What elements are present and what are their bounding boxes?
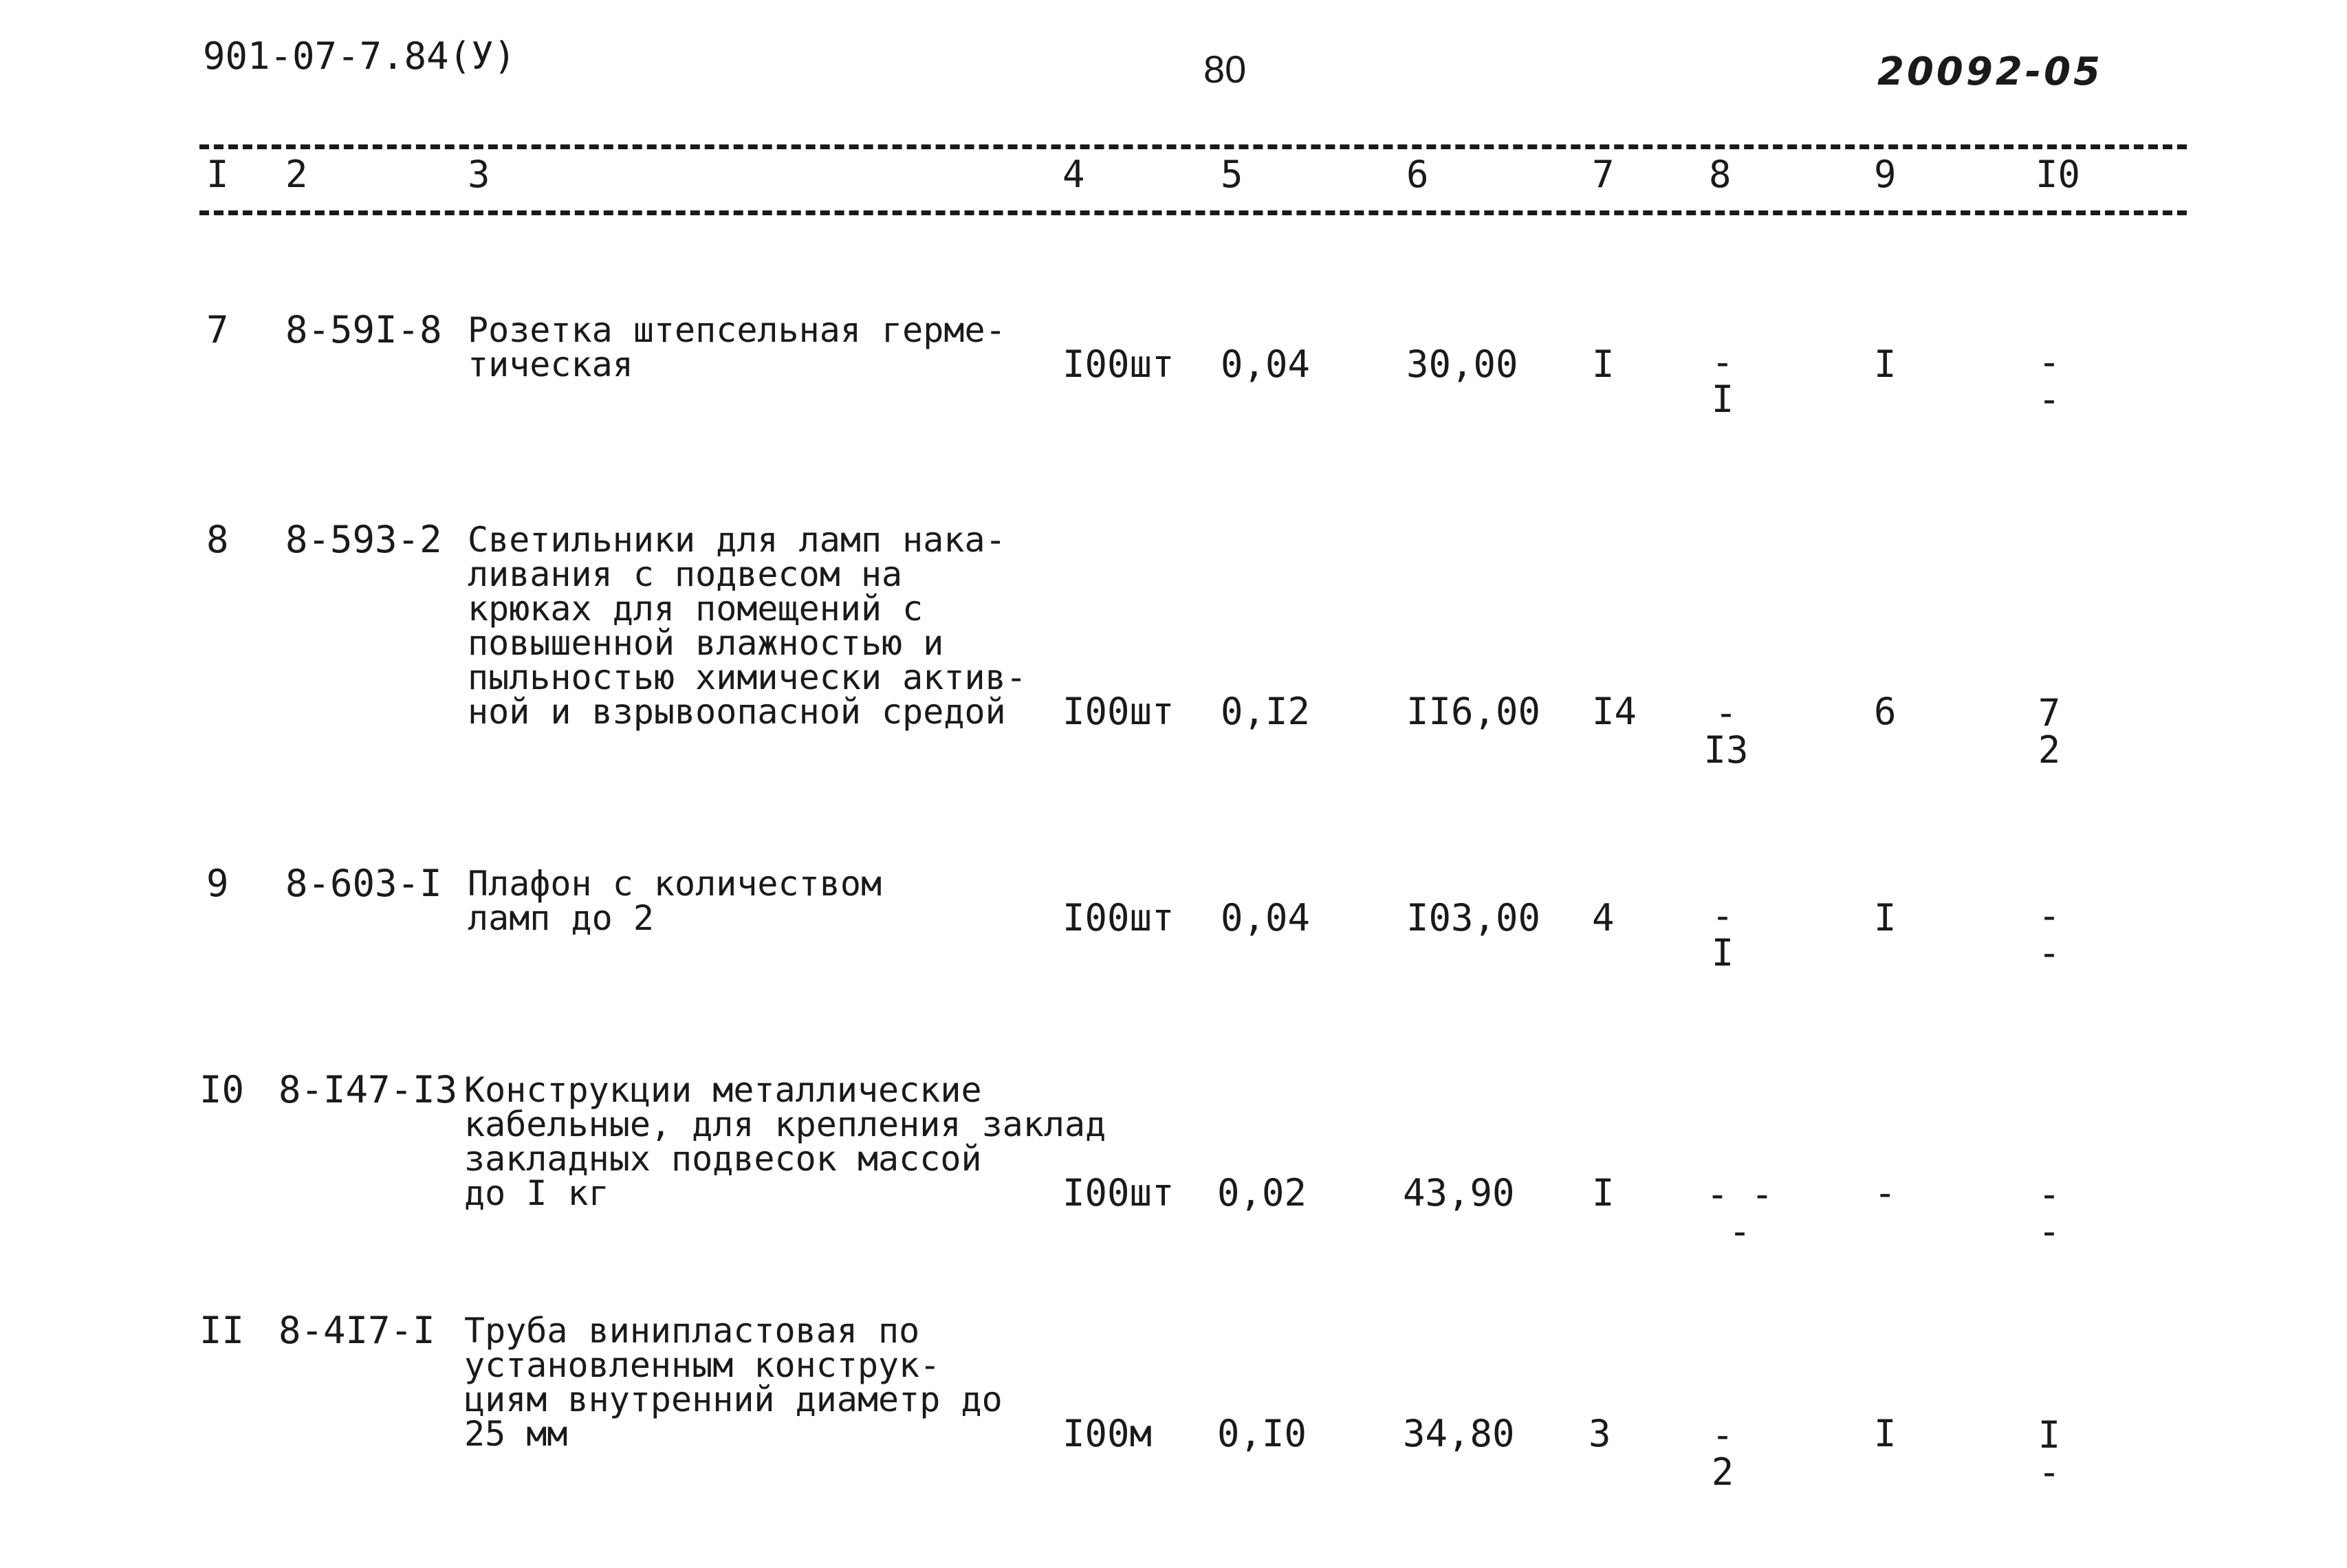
column-10-fraction — [2022, 691, 2077, 772]
fraction-bottom: - — [2038, 1210, 2061, 1253]
fraction-bottom: I — [1711, 378, 1734, 421]
column-9-value: I — [1874, 1412, 1897, 1455]
column-10-fraction — [2022, 894, 2077, 974]
unit-cost: I03,00 — [1406, 896, 1541, 939]
quantity: 0,04 — [1221, 342, 1311, 386]
column-7-value: I4 — [1592, 690, 1637, 733]
column-7-value: 3 — [1589, 1412, 1611, 1455]
norm-code: 8-593-2 — [285, 518, 442, 561]
norm-code: 8-I47-I3 — [279, 1068, 458, 1111]
fraction-top: - — [1711, 1413, 1734, 1457]
fraction-bottom: - — [2038, 378, 2061, 421]
unit: I00шт — [1062, 690, 1175, 733]
work-description: Розетка штепсельная герме- тическая — [468, 310, 1006, 384]
quantity: 0,I2 — [1221, 690, 1311, 733]
column-9-value: - — [1874, 1171, 1897, 1215]
norm-code: 8-59I-8 — [285, 308, 442, 351]
column-10-fraction — [2022, 1413, 2077, 1494]
column-9-value: I — [1874, 342, 1897, 386]
fraction-bottom: 2 — [2038, 728, 2061, 772]
norm-code: 8-603-I — [285, 862, 442, 905]
column-10-fraction — [2022, 1173, 2077, 1253]
fraction-bottom: - — [2038, 1450, 2061, 1494]
column-header-7: 7 — [1592, 153, 1615, 196]
column-10-fraction — [2022, 340, 2077, 421]
column-header-3: 3 — [468, 153, 490, 196]
row-number: 8 — [206, 518, 229, 561]
row-number: 7 — [206, 308, 229, 351]
document-code: 901-07-7.84(У) — [203, 34, 516, 78]
column-header-4: 4 — [1062, 153, 1085, 196]
column-header-10: I0 — [2035, 153, 2081, 196]
work-description: Плафон с количеством ламп до 2 — [468, 864, 882, 938]
fraction-bottom: I — [1711, 931, 1734, 974]
fraction-bottom: - — [1728, 1210, 1751, 1253]
norm-code: 8-4I7-I — [279, 1309, 435, 1352]
fraction-bottom: - — [2038, 931, 2061, 974]
fraction-top: - — [1714, 691, 1738, 734]
row-number: II — [199, 1309, 245, 1352]
unit: I00шт — [1062, 1171, 1175, 1215]
column-7-value: I — [1592, 1171, 1615, 1215]
unit-cost: 30,00 — [1406, 342, 1518, 386]
work-description: Конструкции металлические кабельные, для крепления заклад закладных подвесок массой до I кг — [464, 1070, 1106, 1213]
row-number: 9 — [206, 862, 229, 905]
unit-cost: II6,00 — [1406, 690, 1541, 733]
quantity: 0,04 — [1221, 896, 1311, 939]
fraction-top: - — [1711, 340, 1734, 384]
row-number: I0 — [199, 1068, 245, 1111]
fraction-bottom: I3 — [1703, 728, 1749, 772]
header-bottom-rule — [199, 210, 2187, 215]
fraction-bottom: 2 — [1711, 1450, 1734, 1494]
column-header-8: 8 — [1709, 153, 1732, 196]
page-number: 80 — [1203, 47, 1247, 91]
quantity: 0,02 — [1217, 1171, 1307, 1215]
column-9-value: I — [1874, 896, 1897, 939]
column-8-fraction — [1699, 1173, 1781, 1253]
archive-code: 20092-05 — [1877, 50, 2103, 94]
unit: I00шт — [1062, 896, 1175, 939]
work-description: Труба винипластовая по установленным конструк- циям внутренний диаметр до 25 мм — [464, 1311, 1003, 1454]
quantity: 0,I0 — [1217, 1412, 1307, 1455]
unit-cost: 43,90 — [1403, 1171, 1515, 1215]
column-7-value: I — [1592, 342, 1615, 386]
fraction-top: - — [2038, 894, 2061, 937]
column-8-fraction — [1699, 691, 1754, 772]
column-header-1: I — [206, 153, 229, 196]
unit-cost: 34,80 — [1403, 1412, 1515, 1455]
column-header-6: 6 — [1406, 153, 1429, 196]
fraction-top: - — [2038, 1173, 2061, 1216]
unit: I00м — [1062, 1412, 1153, 1455]
column-8-fraction — [1695, 894, 1750, 974]
fraction-top: 7 — [2038, 691, 2061, 734]
work-description: Светильники для ламп нака- ливания с подвесом на крюках для помещений с повышенной влажностью и пыльностью химически актив- ной и взрывоопасной средой — [468, 520, 1027, 732]
column-8-fraction — [1695, 340, 1750, 421]
column-9-value: 6 — [1874, 690, 1897, 733]
column-8-fraction — [1695, 1413, 1750, 1494]
column-7-value: 4 — [1592, 896, 1615, 939]
unit: I00шт — [1062, 342, 1175, 386]
fraction-top: - — [2038, 340, 2061, 384]
column-header-5: 5 — [1221, 153, 1243, 196]
fraction-top: - - — [1706, 1173, 1773, 1216]
fraction-top: - — [1711, 894, 1734, 937]
fraction-top: I — [2038, 1413, 2061, 1457]
column-header-9: 9 — [1874, 153, 1897, 196]
column-header-2: 2 — [285, 153, 308, 196]
header-top-rule — [199, 144, 2187, 149]
